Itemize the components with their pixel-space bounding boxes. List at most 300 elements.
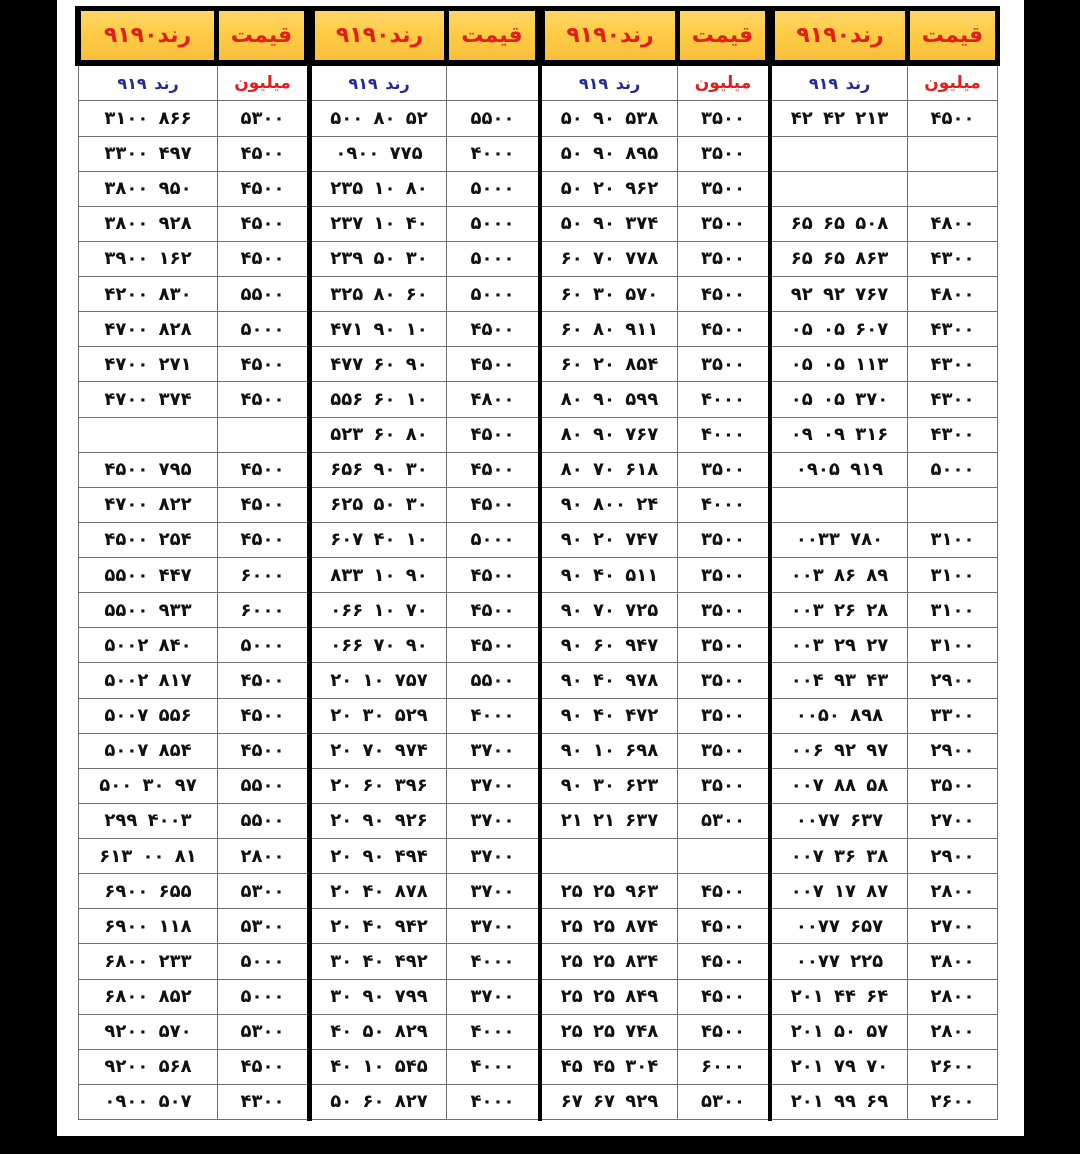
price-cell: ۵۳۰۰ xyxy=(240,880,285,902)
table-row xyxy=(542,207,768,242)
price-cell: ۲۶۰۰ xyxy=(930,1056,975,1078)
table-row xyxy=(772,1085,997,1120)
number-cell: ۶۰ ۳۰ ۵۷۰ xyxy=(542,277,678,311)
table-row xyxy=(79,593,307,628)
table-row xyxy=(79,839,307,874)
number-cell: ۵۰۰۲ ۸۴۰ xyxy=(79,628,218,662)
number-cell: ۰۰۳ ۸۶ ۸۹ xyxy=(772,558,908,592)
table-row xyxy=(542,909,768,944)
price-cell: ۳۵۰۰ xyxy=(701,459,745,481)
number-cell: ۲۰۱ ۴۴ ۶۴ xyxy=(772,980,908,1014)
number-cell: ۰۰۷ ۳۶ ۳۸ xyxy=(772,839,908,873)
subheader-unit-label: میلیون xyxy=(234,73,291,94)
number-cell: ۵۰ ۶۰ ۸۲۷ xyxy=(312,1085,447,1119)
table-row xyxy=(772,874,997,909)
price-cell: ۴۳۰۰ xyxy=(240,1091,285,1113)
price-cell: ۴۵۰۰ xyxy=(701,318,745,340)
price-cell: ۳۵۰۰ xyxy=(701,564,745,586)
number-cell: ۰۵ ۰۵ ۳۷۰ xyxy=(772,382,908,416)
number-cell: ۰۹ ۰۹ ۳۱۶ xyxy=(772,418,908,452)
number-cell: ۰۰۷ ۱۷ ۸۷ xyxy=(772,874,908,908)
price-cell: ۴۰۰۰ xyxy=(470,950,515,972)
table-row xyxy=(312,769,538,804)
number-cell: ۲۳۵ ۱۰ ۸۰ xyxy=(312,172,447,206)
table-row xyxy=(312,628,538,663)
table-row xyxy=(542,242,768,277)
price-cell: ۶۰۰۰ xyxy=(240,599,285,621)
number-cell: ۵۲۳ ۶۰ ۸۰ xyxy=(312,418,447,452)
number-cell xyxy=(772,488,908,522)
number-cell: ۹۰ ۶۰ ۹۴۷ xyxy=(542,628,678,662)
number-cell: ۲۰۱ ۷۹ ۷۰ xyxy=(772,1050,908,1084)
number-cell: ۶۰۷ ۴۰ ۱۰ xyxy=(312,523,447,557)
table-row xyxy=(312,523,538,558)
number-cell: ۶۵۶ ۹۰ ۳۰ xyxy=(312,453,447,487)
price-cell: ۳۸۰۰ xyxy=(930,950,975,972)
table-row xyxy=(312,207,538,242)
price-cell: ۵۰۰۰ xyxy=(470,529,515,551)
table-row xyxy=(542,347,768,382)
table-row xyxy=(79,980,307,1015)
table-row xyxy=(542,734,768,769)
price-cell: ۴۸۰۰ xyxy=(930,213,975,235)
price-cell xyxy=(218,418,307,452)
price-cell: ۳۵۰۰ xyxy=(701,248,745,270)
number-cell: ۲۰۱ ۹۹ ۶۹ xyxy=(772,1085,908,1119)
number-cell: ۵۰۰ ۳۰ ۹۷ xyxy=(79,769,218,803)
table-row xyxy=(79,663,307,698)
number-cell: ۴۷۱ ۹۰ ۱۰ xyxy=(312,312,447,346)
price-cell: ۴۵۰۰ xyxy=(470,424,515,446)
table-row xyxy=(79,347,307,382)
number-cell: ۵۵۰۰ ۹۳۳ xyxy=(79,593,218,627)
price-cell: ۶۰۰۰ xyxy=(240,564,285,586)
group-divider xyxy=(768,62,772,1121)
number-cell: ۶۵ ۶۵ ۸۶۳ xyxy=(772,242,908,276)
table-row xyxy=(772,804,997,839)
number-cell: ۶۹۰۰ ۶۵۵ xyxy=(79,874,218,908)
table-row xyxy=(312,663,538,698)
table-row xyxy=(312,382,538,417)
header-number-label: ۹۱۹۰رند xyxy=(315,11,444,60)
table-row xyxy=(772,101,997,136)
table-row xyxy=(542,137,768,172)
subheader-number-label: ۹۱۹ رند xyxy=(542,66,678,100)
number-cell: ۹۰ ۱۰ ۶۹۸ xyxy=(542,734,678,768)
price-cell: ۳۵۰۰ xyxy=(701,178,745,200)
subheader-row xyxy=(542,66,768,101)
number-cell: ۰۵ ۰۵ ۱۱۳ xyxy=(772,347,908,381)
price-cell: ۴۵۰۰ xyxy=(240,388,285,410)
price-cell: ۴۵۰۰ xyxy=(470,564,515,586)
number-cell: ۹۰ ۴۰ ۵۱۱ xyxy=(542,558,678,592)
table-row xyxy=(79,804,307,839)
price-cell: ۴۵۰۰ xyxy=(240,459,285,481)
table-row xyxy=(312,909,538,944)
number-cell: ۸۰ ۷۰ ۶۱۸ xyxy=(542,453,678,487)
number-cell xyxy=(79,418,218,452)
header-number-label: ۹۱۹۰رند xyxy=(545,11,675,60)
subheader-unit-label: میلیون xyxy=(924,73,981,94)
table-row xyxy=(542,382,768,417)
table-row xyxy=(312,839,538,874)
table-row xyxy=(312,593,538,628)
price-cell: ۲۹۰۰ xyxy=(930,740,975,762)
number-cell: ۵۰ ۲۰ ۹۶۲ xyxy=(542,172,678,206)
price-cell: ۴۰۰۰ xyxy=(470,1091,515,1113)
price-cell: ۳۵۰۰ xyxy=(701,529,745,551)
number-cell: ۵۰۰۷ ۵۵۶ xyxy=(79,699,218,733)
table-row xyxy=(312,453,538,488)
price-cell: ۳۵۰۰ xyxy=(701,143,745,165)
number-cell: ۲۳۹ ۵۰ ۳۰ xyxy=(312,242,447,276)
table-row xyxy=(79,734,307,769)
table-row xyxy=(79,453,307,488)
price-cell: ۴۰۰۰ xyxy=(701,494,745,516)
price-cell: ۴۰۰۰ xyxy=(470,705,515,727)
price-cell: ۳۵۰۰ xyxy=(701,353,745,375)
header-price-label: قیمت xyxy=(910,11,995,60)
table-row xyxy=(772,418,997,453)
table-row xyxy=(312,242,538,277)
price-cell: ۶۰۰۰ xyxy=(701,1056,745,1078)
price-cell xyxy=(908,488,997,522)
number-cell: ۵۰ ۹۰ ۳۷۴ xyxy=(542,207,678,241)
price-cell: ۴۵۰۰ xyxy=(240,248,285,270)
price-cell: ۵۳۰۰ xyxy=(701,1091,745,1113)
price-cell: ۳۵۰۰ xyxy=(701,634,745,656)
number-cell xyxy=(772,137,908,171)
price-cell: ۵۰۰۰ xyxy=(470,248,515,270)
table-row xyxy=(312,558,538,593)
price-cell: ۵۳۰۰ xyxy=(240,107,285,129)
table-row xyxy=(772,839,997,874)
table-row xyxy=(312,172,538,207)
number-cell: ۴۷۰۰ ۸۲۸ xyxy=(79,312,218,346)
number-cell: ۰۰۷ ۸۸ ۵۸ xyxy=(772,769,908,803)
number-cell: ۵۰۰ ۸۰ ۵۲ xyxy=(312,101,447,135)
price-cell: ۴۵۰۰ xyxy=(701,915,745,937)
price-cell: ۳۷۰۰ xyxy=(470,915,515,937)
number-cell: ۵۵۰۰ ۴۴۷ xyxy=(79,558,218,592)
header-price-label: قیمت xyxy=(680,11,765,60)
price-cell: ۴۰۰۰ xyxy=(701,424,745,446)
table-row xyxy=(312,1015,538,1050)
table-row xyxy=(542,593,768,628)
table-row xyxy=(312,874,538,909)
table-row xyxy=(79,1015,307,1050)
price-cell: ۳۵۰۰ xyxy=(701,107,745,129)
table-row xyxy=(772,734,997,769)
price-cell: ۴۵۰۰ xyxy=(240,178,285,200)
price-cell: ۲۹۰۰ xyxy=(930,669,975,691)
price-cell: ۵۰۰۰ xyxy=(240,634,285,656)
table-row xyxy=(79,312,307,347)
header-price-label: قیمت xyxy=(449,11,535,60)
number-cell: ۴۵۰۰ ۷۹۵ xyxy=(79,453,218,487)
table-row xyxy=(542,418,768,453)
table-row xyxy=(79,277,307,312)
price-cell: ۴۸۰۰ xyxy=(930,283,975,305)
number-cell: ۲۵ ۲۵ ۷۴۸ xyxy=(542,1015,678,1049)
table-row xyxy=(772,980,997,1015)
price-cell: ۴۵۰۰ xyxy=(701,1021,745,1043)
price-cell: ۳۵۰۰ xyxy=(701,669,745,691)
price-cell: ۳۷۰۰ xyxy=(470,810,515,832)
price-cell: ۴۰۰۰ xyxy=(470,1021,515,1043)
price-cell: ۲۸۰۰ xyxy=(240,845,285,867)
number-cell: ۶۵ ۶۵ ۵۰۸ xyxy=(772,207,908,241)
price-cell: ۴۵۰۰ xyxy=(701,283,745,305)
price-cell: ۲۹۰۰ xyxy=(930,845,975,867)
price-cell: ۳۱۰۰ xyxy=(930,564,975,586)
number-cell: ۲۰ ۴۰ ۹۴۲ xyxy=(312,909,447,943)
number-cell: ۰۰۳ ۲۶ ۲۸ xyxy=(772,593,908,627)
number-cell: ۲۰۱ ۵۰ ۵۷ xyxy=(772,1015,908,1049)
number-cell: ۰۰۶ ۹۲ ۹۷ xyxy=(772,734,908,768)
number-cell: ۶۱۳ ۰۰ ۸۱ xyxy=(79,839,218,873)
table-row xyxy=(542,1015,768,1050)
price-cell: ۵۰۰۰ xyxy=(240,986,285,1008)
number-cell: ۳۲۵ ۸۰ ۶۰ xyxy=(312,277,447,311)
table-header xyxy=(75,6,1000,66)
table-row xyxy=(79,874,307,909)
table-row xyxy=(542,980,768,1015)
table-row xyxy=(772,699,997,734)
table-row xyxy=(772,172,997,207)
number-cell: ۹۲۰۰ ۵۶۸ xyxy=(79,1050,218,1084)
price-cell: ۴۳۰۰ xyxy=(930,248,975,270)
price-cell xyxy=(908,137,997,171)
table-row xyxy=(542,1050,768,1085)
table-row xyxy=(312,277,538,312)
price-cell: ۴۵۰۰ xyxy=(470,318,515,340)
number-cell: ۹۰ ۲۰ ۷۴۷ xyxy=(542,523,678,557)
table-row xyxy=(79,382,307,417)
price-cell: ۳۷۰۰ xyxy=(470,740,515,762)
table-row xyxy=(312,699,538,734)
price-cell: ۵۰۰۰ xyxy=(470,283,515,305)
price-cell: ۴۳۰۰ xyxy=(930,318,975,340)
table-row xyxy=(79,628,307,663)
number-cell: ۲۳۷ ۱۰ ۴۰ xyxy=(312,207,447,241)
price-group-1 xyxy=(772,66,998,1120)
number-cell: ۹۰ ۳۰ ۶۲۳ xyxy=(542,769,678,803)
table-row xyxy=(79,488,307,523)
table-row xyxy=(542,277,768,312)
group-divider xyxy=(307,62,312,1121)
price-cell: ۳۵۰۰ xyxy=(930,775,975,797)
number-cell: ۹۲۰۰ ۵۷۰ xyxy=(79,1015,218,1049)
table-row xyxy=(772,769,997,804)
table-row xyxy=(79,944,307,979)
table-row xyxy=(772,382,997,417)
table-row xyxy=(79,769,307,804)
number-cell: ۵۰۰۷ ۸۵۴ xyxy=(79,734,218,768)
table-row xyxy=(79,1050,307,1085)
number-cell: ۲۰ ۹۰ ۹۲۶ xyxy=(312,804,447,838)
subheader-row xyxy=(312,66,538,101)
subheader-number-label: ۹۱۹ رند xyxy=(312,66,447,100)
number-cell: ۲۰ ۶۰ ۳۹۶ xyxy=(312,769,447,803)
number-cell: ۹۰ ۴۰ ۴۷۲ xyxy=(542,699,678,733)
number-cell: ۳۹۰۰ ۱۶۲ xyxy=(79,242,218,276)
number-cell: ۰۰۷۷ ۶۳۷ xyxy=(772,804,908,838)
number-cell: ۵۵۶ ۶۰ ۱۰ xyxy=(312,382,447,416)
price-cell: ۳۵۰۰ xyxy=(701,775,745,797)
price-cell: ۴۰۰۰ xyxy=(470,143,515,165)
table-row xyxy=(772,207,997,242)
number-cell: ۴۷۰۰ ۸۲۲ xyxy=(79,488,218,522)
table-row xyxy=(542,839,768,874)
table-row xyxy=(312,312,538,347)
table-row xyxy=(542,628,768,663)
number-cell: ۰۰۳ ۲۹ ۲۷ xyxy=(772,628,908,662)
price-group-4 xyxy=(78,66,307,1120)
price-cell: ۴۵۰۰ xyxy=(240,1056,285,1078)
price-cell: ۵۵۰۰ xyxy=(470,669,515,691)
number-cell: ۸۰ ۹۰ ۷۶۷ xyxy=(542,418,678,452)
price-cell: ۴۳۰۰ xyxy=(930,353,975,375)
subheader-unit-label: میلیون xyxy=(694,73,752,94)
price-cell: ۴۵۰۰ xyxy=(470,353,515,375)
number-cell: ۳۸۰۰ ۹۵۰ xyxy=(79,172,218,206)
number-cell: ۵۰ ۹۰ ۵۳۸ xyxy=(542,101,678,135)
table-row xyxy=(79,558,307,593)
price-cell: ۵۵۰۰ xyxy=(470,107,515,129)
number-cell: ۰۰۴ ۹۳ ۴۳ xyxy=(772,663,908,697)
price-cell: ۲۸۰۰ xyxy=(930,880,975,902)
number-cell: ۴۲ ۴۲ ۲۱۳ xyxy=(772,101,908,135)
price-cell: ۵۳۰۰ xyxy=(240,1021,285,1043)
header-number-label: ۹۱۹۰رند xyxy=(81,11,214,60)
table-row xyxy=(542,172,768,207)
number-cell: ۶۰ ۲۰ ۸۵۴ xyxy=(542,347,678,381)
table-row xyxy=(312,1050,538,1085)
number-cell: ۶۹۰۰ ۱۱۸ xyxy=(79,909,218,943)
price-cell: ۲۷۰۰ xyxy=(930,915,975,937)
number-cell: ۶۸۰۰ ۸۵۲ xyxy=(79,980,218,1014)
number-cell: ۰۶۶ ۱۰ ۷۰ xyxy=(312,593,447,627)
table-row xyxy=(772,909,997,944)
number-cell: ۳۳۰۰ ۴۹۷ xyxy=(79,137,218,171)
price-cell: ۳۷۰۰ xyxy=(470,845,515,867)
price-cell: ۴۵۰۰ xyxy=(240,529,285,551)
price-cell: ۴۵۰۰ xyxy=(701,880,745,902)
table-row xyxy=(542,663,768,698)
table-row xyxy=(312,137,538,172)
price-cell: ۵۰۰۰ xyxy=(240,950,285,972)
table-row xyxy=(79,137,307,172)
number-cell: ۸۰ ۹۰ ۵۹۹ xyxy=(542,382,678,416)
table-row xyxy=(542,944,768,979)
price-cell: ۴۵۰۰ xyxy=(930,107,975,129)
number-cell: ۶۸۰۰ ۲۳۳ xyxy=(79,944,218,978)
price-cell: ۵۰۰۰ xyxy=(470,213,515,235)
table-row xyxy=(79,242,307,277)
price-cell: ۲۸۰۰ xyxy=(930,1021,975,1043)
number-cell: ۵۰ ۹۰ ۸۹۵ xyxy=(542,137,678,171)
price-cell: ۴۵۰۰ xyxy=(701,986,745,1008)
price-cell: ۳۵۰۰ xyxy=(701,740,745,762)
table-row xyxy=(312,347,538,382)
table-row xyxy=(542,769,768,804)
number-cell: ۰۰۵۰ ۸۹۸ xyxy=(772,699,908,733)
number-cell: ۵۰۰۲ ۸۱۷ xyxy=(79,663,218,697)
table-row xyxy=(312,734,538,769)
number-cell: ۴۰ ۱۰ ۵۴۵ xyxy=(312,1050,447,1084)
number-cell: ۶۲۵ ۵۰ ۳۰ xyxy=(312,488,447,522)
table-row xyxy=(542,804,768,839)
price-cell xyxy=(678,839,768,873)
table-row xyxy=(79,699,307,734)
table-row xyxy=(542,558,768,593)
number-cell: ۰۰۳۳ ۷۸۰ xyxy=(772,523,908,557)
number-cell: ۲۱ ۲۱ ۶۳۷ xyxy=(542,804,678,838)
table-row xyxy=(542,101,768,136)
price-cell: ۴۵۰۰ xyxy=(470,634,515,656)
price-cell: ۳۵۰۰ xyxy=(701,705,745,727)
price-cell: ۴۵۰۰ xyxy=(240,669,285,691)
number-cell: ۴۵ ۴۵ ۳۰۴ xyxy=(542,1050,678,1084)
subheader-unit-label xyxy=(447,66,538,100)
number-cell: ۳۱۰۰ ۸۶۶ xyxy=(79,101,218,135)
number-cell: ۴۰ ۵۰ ۸۲۹ xyxy=(312,1015,447,1049)
price-cell: ۴۸۰۰ xyxy=(470,388,515,410)
price-cell: ۴۵۰۰ xyxy=(470,494,515,516)
price-cell: ۳۵۰۰ xyxy=(701,213,745,235)
table-row xyxy=(772,488,997,523)
price-cell: ۴۵۰۰ xyxy=(240,705,285,727)
number-cell: ۲۵ ۲۵ ۸۳۴ xyxy=(542,944,678,978)
number-cell: ۰۹۰۵ ۹۱۹ xyxy=(772,453,908,487)
price-cell: ۴۳۰۰ xyxy=(930,388,975,410)
subheader-number-label: ۹۱۹ رند xyxy=(79,66,218,100)
price-cell: ۵۰۰۰ xyxy=(470,178,515,200)
table-row xyxy=(772,277,997,312)
price-cell: ۴۵۰۰ xyxy=(470,599,515,621)
price-cell: ۳۷۰۰ xyxy=(470,880,515,902)
table-row xyxy=(79,101,307,136)
table-row xyxy=(79,523,307,558)
table-row xyxy=(772,453,997,488)
table-row xyxy=(542,874,768,909)
number-cell: ۰۹۰۰ ۷۷۵ xyxy=(312,137,447,171)
number-cell: ۲۰ ۱۰ ۷۵۷ xyxy=(312,663,447,697)
table-row xyxy=(312,944,538,979)
subheader-row xyxy=(79,66,307,101)
price-cell: ۳۷۰۰ xyxy=(470,986,515,1008)
number-cell: ۳۸۰۰ ۹۲۸ xyxy=(79,207,218,241)
table-row xyxy=(772,312,997,347)
price-cell: ۲۷۰۰ xyxy=(930,810,975,832)
table-row xyxy=(772,628,997,663)
price-cell: ۳۳۰۰ xyxy=(930,705,975,727)
table-row xyxy=(542,312,768,347)
table-row xyxy=(312,980,538,1015)
price-group-2 xyxy=(542,66,768,1120)
price-cell: ۵۰۰۰ xyxy=(930,459,975,481)
price-cell: ۴۵۰۰ xyxy=(240,353,285,375)
number-cell: ۰۶۶ ۷۰ ۹۰ xyxy=(312,628,447,662)
number-cell: ۶۰ ۷۰ ۷۷۸ xyxy=(542,242,678,276)
table-row xyxy=(542,699,768,734)
number-cell: ۲۹۹ ۴۰۰۳ xyxy=(79,804,218,838)
price-cell: ۵۳۰۰ xyxy=(240,915,285,937)
table-row xyxy=(312,418,538,453)
table-row xyxy=(772,593,997,628)
number-cell: ۳۰ ۴۰ ۴۹۲ xyxy=(312,944,447,978)
